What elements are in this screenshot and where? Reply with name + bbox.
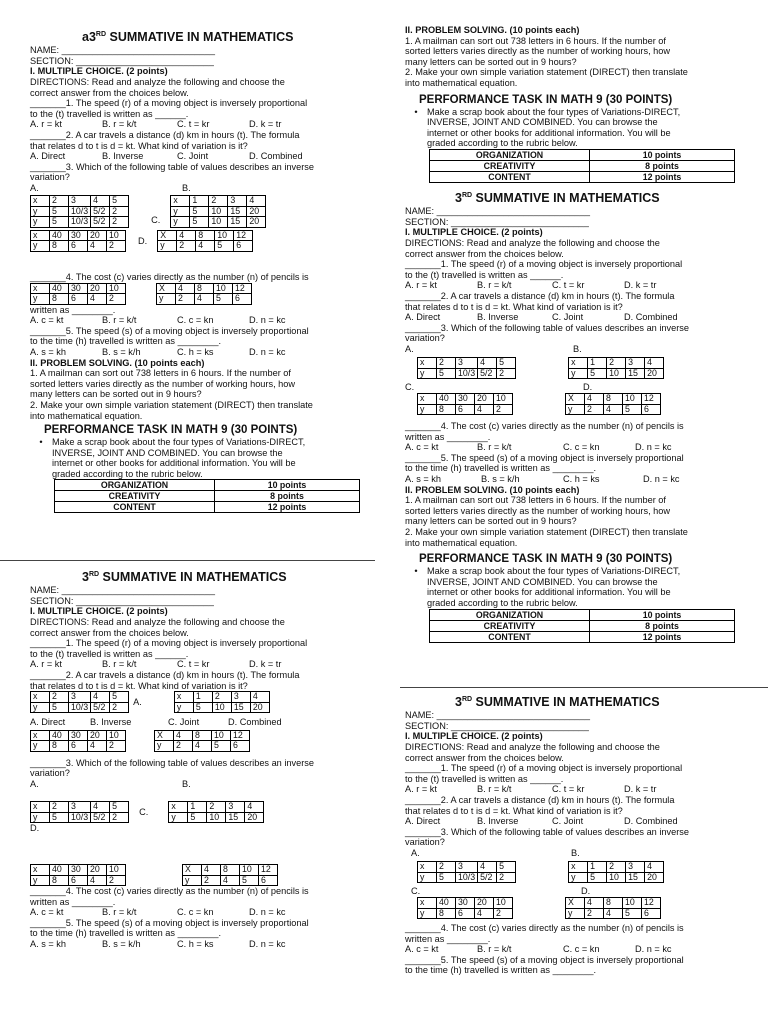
label-b: B. xyxy=(182,182,191,193)
pt-title-r: PERFORMANCE TASK IN MATH 9 (30 POINTS) xyxy=(419,93,673,106)
directions: DIRECTIONS: Read and analyze the following and choose the xyxy=(30,76,285,87)
question-3-4: _______3. Which of the following table of values describes an inverse xyxy=(405,826,689,837)
quiz-title-2: 3RD SUMMATIVE IN MATHEMATICS xyxy=(82,570,287,585)
ps-heading-r: II. PROBLEM SOLVING. (10 points each) xyxy=(405,25,580,35)
ps-1-3: 1. A mailman can sort out 738 letters in 6 hours. If the number of xyxy=(405,495,666,506)
question-1-4b: to the (t) travelled is written as ______. xyxy=(405,773,564,784)
table-d-6: X 4 8 10 12 y 2 4 5 6 xyxy=(565,897,661,919)
q5-options-2: A. s = kh B. s = k/h C. h = ks D. n = kc xyxy=(30,939,286,950)
pt-bullet-r: • Make a scrap book about the four types of Variations-DIRECT, INVERSE, JOINT AND COMBINED. You can browse the internet or other books for additional information. You will be graded according to the rubric below. xyxy=(414,106,681,149)
ps-heading-3: II. PROBLEM SOLVING. (10 points each) xyxy=(405,484,580,495)
table-c-6: x 40 30 20 10 y 8 6 4 2 xyxy=(417,897,513,919)
table-b-6: x 1 2 3 4 y 5 10 15 20 xyxy=(568,861,664,883)
table-c-2: x 40 30 20 10 y 8 6 4 2 xyxy=(30,283,126,305)
question-4-3b: written as ________. xyxy=(405,431,491,442)
table-a-5: x 2 3 4 5 y 5 10/3 5/2 2 xyxy=(417,357,516,379)
label-d-5: D. xyxy=(583,382,593,393)
directions-b2: correct answer from the choices below. xyxy=(30,627,189,638)
name-field: NAME: ______________________________ xyxy=(30,45,215,56)
q5-options: A. s = kh B. s = k/h C. h = ks D. n = kc xyxy=(30,346,286,357)
table-c-3: x 40 30 20 10 y 8 6 4 2 xyxy=(30,730,126,752)
ps-1-r: 1. A mailman can sort out 738 letters in 6 hours. If the number of xyxy=(405,35,666,46)
directions-c1: DIRECTIONS: Read and analyze the following and choose the xyxy=(405,237,660,248)
question-1-2: _______1. The speed (r) of a moving object is inversely proportional xyxy=(30,638,308,649)
pt-title-3: PERFORMANCE TASK IN MATH 9 (30 POINTS) xyxy=(419,553,673,566)
directions-c2: correct answer from the choices below. xyxy=(405,248,564,259)
pt-4-r: graded according to the rubric below. xyxy=(427,138,578,149)
question-5-b: to the time (h) travelled is written as ________. xyxy=(30,336,221,347)
question-3-3b: variation? xyxy=(405,333,445,344)
quiz-title-3: 3RD SUMMATIVE IN MATHEMATICS xyxy=(455,191,660,206)
label-b-6: B. xyxy=(571,847,580,858)
directions-b1: DIRECTIONS: Read and analyze the following and choose the xyxy=(30,616,285,627)
pt-2: INVERSE, JOINT AND COMBINED. You can browse the xyxy=(52,447,283,458)
question-2-3b: that relates d to t is d = kt. What kind of variation is it? xyxy=(405,301,623,312)
question-1-2b: to the (t) travelled is written as ______. xyxy=(30,648,189,659)
name-field-2: NAME: ______________________________ xyxy=(30,585,215,596)
label-c-5: C. xyxy=(405,382,415,393)
pt-title: PERFORMANCE TASK IN MATH 9 (30 POINTS) xyxy=(44,424,298,437)
name-field-3: NAME: ______________________________ xyxy=(405,206,590,217)
question-4-4: _______4. The cost (c) varies directly as the number (n) of pencils is xyxy=(405,923,684,934)
table-b: x 1 2 3 4 y 5 10 15 20 y 5 10 15 20 xyxy=(170,195,266,228)
ps-1-3c: many letters can be sorted out in 9 hours? xyxy=(405,516,577,527)
table-a-4: x 2 3 4 5 y 5 10/3 5/2 2 xyxy=(30,801,129,823)
label-a: A. xyxy=(30,182,39,193)
right-mid-quiz xyxy=(405,188,745,643)
ps-heading: II. PROBLEM SOLVING. (10 points each) xyxy=(30,357,205,368)
mc-heading-4: I. MULTIPLE CHOICE. (2 points) xyxy=(405,731,543,742)
pt-1: Make a scrap book about the four types of Variations-DIRECT, xyxy=(52,437,306,448)
question-2-4b: that relates d to t is d = kt. What kind of variation is it? xyxy=(405,805,623,816)
label-a-5: A. xyxy=(405,343,414,354)
rubric-table-r: ORGANIZATION 10 points CREATIVITY 8 points CONTENT 12 points xyxy=(429,149,735,183)
right-top xyxy=(405,25,745,183)
question-2: _______2. A car travels a distance (d) km in hours (t). The formula xyxy=(30,129,300,140)
table-d-4: X 4 8 10 12 y 2 4 5 6 xyxy=(182,864,278,886)
rubric-table-3: ORGANIZATION 10 points CREATIVITY 8 points CONTENT 12 points xyxy=(429,609,735,643)
pt-2-3: INVERSE, JOINT AND COMBINED. You can browse the xyxy=(427,576,658,587)
label-d-4: D. xyxy=(30,823,40,834)
q2-options: A. Direct B. Inverse C. Joint D. Combined xyxy=(30,151,303,162)
question-5-4: _______5. The speed (s) of a moving object is inversely proportional xyxy=(405,954,684,965)
question-4: _______4. The cost (c) varies directly as the number (n) of pencils is xyxy=(30,271,309,282)
question-1-3b: to the (t) travelled is written as ______. xyxy=(405,269,564,280)
question-1-4: _______1. The speed (r) of a moving object is inversely proportional xyxy=(405,763,683,774)
table-a-6: x 2 3 4 5 y 5 10/3 5/2 2 xyxy=(417,861,516,883)
left-top-quiz xyxy=(30,27,365,513)
table-c-5: x 40 30 20 10 y 8 6 4 2 xyxy=(417,393,513,415)
q4-options-3: A. c = kt B. r = k/t C. c = kn D. n = kc xyxy=(405,442,672,453)
pt-2-r: INVERSE, JOINT AND COMBINED. You can browse the xyxy=(427,117,658,128)
name-field-4: NAME: ______________________________ xyxy=(405,710,590,721)
table-c: x 40 30 20 10 y 8 6 4 2 xyxy=(30,230,126,252)
pt-bullet-3: • Make a scrap book about the four types of Variations-DIRECT, INVERSE, JOINT AND COMBINED. You can browse the internet or other books for additional information. You will be graded according to the rubric below. xyxy=(414,566,681,608)
directions-d2: correct answer from the choices below. xyxy=(405,752,564,763)
question-3: _______3. Which of the following table of values describes an inverse xyxy=(30,161,314,172)
divider-left xyxy=(0,560,375,561)
quiz-title: a3RD SUMMATIVE IN MATHEMATICS xyxy=(82,30,294,45)
q4-options-4: A. c = kt B. r = k/t C. c = kn D. n = kc xyxy=(405,944,672,955)
ps-1-3b: sorted letters varies directly as the number of working hours, how xyxy=(405,505,671,516)
q4-options-2: A. c = kt B. r = k/t C. c = kn D. n = kc xyxy=(30,907,286,918)
ps-1-b: sorted letters varies directly as the number of working hours, how xyxy=(30,378,296,389)
question-3-2: _______3. Which of the following table of values describes an inverse xyxy=(30,757,314,768)
table-a: x 2 3 4 5 y 5 10/3 5/2 2 y 5 10/3 5/2 2 xyxy=(30,195,129,228)
question-5-3b: to the time (h) travelled is written as ________. xyxy=(405,463,596,474)
question-2-b: that relates d to t is d = kt. What kind of variation is it? xyxy=(30,140,248,151)
directions-2: correct answer from the choices below. xyxy=(30,87,189,98)
table-d-3: X 4 8 10 12 y 2 4 5 6 xyxy=(154,730,250,752)
pt-3: internet or other books for additional information. You will be xyxy=(52,458,296,469)
question-4-3: _______4. The cost (c) varies directly as the number (n) of pencils is xyxy=(405,421,684,432)
table-d-2: X 4 8 10 12 y 2 4 5 6 xyxy=(156,283,252,305)
question-5: _______5. The speed (s) of a moving object is inversely proportional xyxy=(30,325,309,336)
question-5-3: _______5. The speed (s) of a moving object is inversely proportional xyxy=(405,452,684,463)
label-a-6: A. xyxy=(411,847,420,858)
ps-1-rc: many letters can be sorted out in 9 hours? xyxy=(405,56,577,67)
section-field: SECTION: ___________________________ xyxy=(30,55,214,66)
label-c-4: C. xyxy=(139,807,149,818)
question-4-2b: written as ________. xyxy=(30,896,116,907)
section-field-3: SECTION: ___________________________ xyxy=(405,216,589,227)
ps-1: 1. A mailman can sort out 738 letters in 6 hours. If the number of xyxy=(30,368,291,379)
question-2-2b: that relates d to t is d = kt. What kind of variation is it? xyxy=(30,680,248,691)
table-d-5: X 4 8 10 12 y 2 4 5 6 xyxy=(565,393,661,415)
table-b-3: x 1 2 3 4 y 5 10 15 20 xyxy=(174,691,270,713)
table-d: X 4 8 10 12 y 2 4 5 6 xyxy=(157,230,253,252)
label-d-6: D. xyxy=(581,886,591,897)
question-3-3: _______3. Which of the following table of values describes an inverse xyxy=(405,322,689,333)
table-a-3: x 2 3 4 5 y 5 10/3 5/2 2 xyxy=(30,691,129,713)
table-c-4: x 40 30 20 10 y 8 6 4 2 xyxy=(30,864,126,886)
divider-right xyxy=(400,687,768,688)
question-2-4: _______2. A car travels a distance (d) km in hours (t). The formula xyxy=(405,794,675,805)
pt-4: graded according to the rubric below. xyxy=(52,468,203,479)
rubric-table: ORGANIZATION 10 points CREATIVITY 8 points CONTENT 12 points xyxy=(54,479,360,513)
left-bottom-quiz xyxy=(30,567,365,950)
question-5-4b: to the time (h) travelled is written as ________. xyxy=(405,965,596,976)
mc-heading-3: I. MULTIPLE CHOICE. (2 points) xyxy=(405,227,543,238)
q1-options: A. r = kt B. r = k/t C. t = kr D. k = tr xyxy=(30,119,282,130)
section-field-2: SECTION: ___________________________ xyxy=(30,595,214,606)
ps-2: 2. Make your own simple variation statement (DIRECT) then translate xyxy=(30,399,313,410)
question-3-4b: variation? xyxy=(405,837,445,848)
pt-3-r: internet or other books for additional information. You will be xyxy=(427,127,671,138)
right-bottom-quiz xyxy=(405,692,745,976)
directions-d1: DIRECTIONS: Read and analyze the following and choose the xyxy=(405,741,660,752)
ps-1-rb: sorted letters varies directly as the number of working hours, how xyxy=(405,46,671,57)
q1-options-3: A. r = kt B. r = k/t C. t = kr D. k = tr xyxy=(405,280,657,291)
pt-3-3: internet or other books for additional information. You will be xyxy=(427,587,671,598)
pt-1-r: Make a scrap book about the four types of Variations-DIRECT, xyxy=(427,106,681,117)
label-a-4: A. xyxy=(30,778,39,789)
label-c-inline: C. xyxy=(151,215,161,226)
ps-1-c: many letters can be sorted out in 9 hours? xyxy=(30,389,202,400)
table-b-5: x 1 2 3 4 y 5 10 15 20 xyxy=(568,357,664,379)
ps-2-r: 2. Make your own simple variation statement (DIRECT) then translate xyxy=(405,67,688,78)
label-b-4: B. xyxy=(182,778,191,789)
question-4-b: written as ________. xyxy=(30,304,116,315)
question-3-b: variation? xyxy=(30,172,70,183)
ps-2-3b: into mathematical equation. xyxy=(405,537,518,548)
label-a-3: A. xyxy=(133,696,142,707)
ps-2-b: into mathematical equation. xyxy=(30,410,143,421)
q4-options: A. c = kt B. r = k/t C. c = kn D. n = kc xyxy=(30,315,286,326)
pt-4-3: graded according to the rubric below. xyxy=(427,597,578,608)
q2-options-2: A. Direct B. Inverse C. Joint D. Combined xyxy=(30,717,282,728)
question-4-4b: written as ________. xyxy=(405,933,491,944)
label-b-5: B. xyxy=(573,343,582,354)
table-b-4: x 1 2 3 4 y 5 10 15 20 xyxy=(168,801,264,823)
question-2-2: _______2. A car travels a distance (d) km in hours (t). The formula xyxy=(30,669,300,680)
question-2-3: _______2. A car travels a distance (d) km in hours (t). The formula xyxy=(405,290,675,301)
quiz-title-4: 3RD SUMMATIVE IN MATHEMATICS xyxy=(455,695,660,710)
ps-2-rb: into mathematical equation. xyxy=(405,77,518,88)
mc-heading: I. MULTIPLE CHOICE. (2 points) xyxy=(30,66,168,77)
q2-options-3: A. Direct B. Inverse C. Joint D. Combined xyxy=(405,312,678,323)
ps-2-3: 2. Make your own simple variation statement (DIRECT) then translate xyxy=(405,527,688,537)
section-field-4: SECTION: ___________________________ xyxy=(405,720,589,731)
q1-options-4: A. r = kt B. r = k/t C. t = kr D. k = tr xyxy=(405,784,657,795)
question-1: _______1. The speed (r) of a moving object is inversely proportional xyxy=(30,98,308,109)
q5-options-3: A. s = kh B. s = k/h C. h = ks D. n = kc xyxy=(405,474,680,485)
label-d: D. xyxy=(138,235,148,246)
mc-heading-2: I. MULTIPLE CHOICE. (2 points) xyxy=(30,606,168,617)
pt-1-3: Make a scrap book about the four types of Variations-DIRECT, xyxy=(427,566,681,577)
label-c-6: C. xyxy=(411,886,421,897)
question-1-b: to the (t) travelled is written as ______. xyxy=(30,108,189,119)
question-1-3: _______1. The speed (r) of a moving object is inversely proportional xyxy=(405,259,683,270)
q1-options-2: A. r = kt B. r = k/t C. t = kr D. k = tr xyxy=(30,659,282,670)
pt-bullet: • Make a scrap book about the four types of Variations-DIRECT, INVERSE, JOINT AND COMBINED. You can browse the internet or other books for additional information. You will be graded according to the rubric below. xyxy=(39,437,306,479)
question-3-2b: variation? xyxy=(30,768,70,779)
question-5-2b: to the time (h) travelled is written as ________. xyxy=(30,928,221,939)
q2-options-4: A. Direct B. Inverse C. Joint D. Combined xyxy=(405,816,678,827)
question-5-2: _______5. The speed (s) of a moving object is inversely proportional xyxy=(30,917,309,928)
question-4-2: _______4. The cost (c) varies directly as the number (n) of pencils is xyxy=(30,886,309,897)
